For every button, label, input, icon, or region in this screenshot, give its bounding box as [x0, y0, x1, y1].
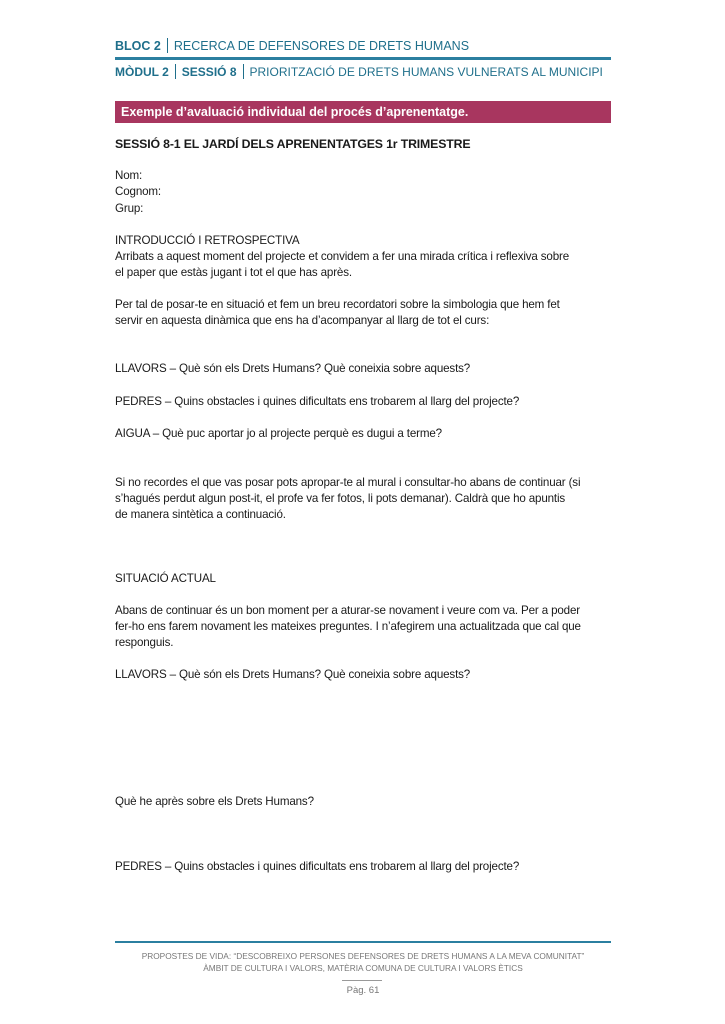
header-rule [115, 57, 611, 60]
page-number-rule [342, 980, 382, 981]
text-line: responguis. [115, 636, 174, 649]
text-line: Si no recordes el que vas posar pots apropar-te al mural i consultar-ho abans de continuar (si [115, 476, 581, 489]
sessio-label: SESSIÓ 8 [181, 65, 237, 79]
header-bloc [115, 38, 469, 54]
header-modul [115, 64, 603, 80]
text-line: AIGUA – Què puc aportar jo al projecte perquè es dugui a terme? [115, 427, 442, 440]
text-line: Cognom: [115, 185, 161, 198]
modul-label: MÒDUL 2 [115, 65, 169, 79]
divider [167, 38, 168, 53]
text-line: SITUACIÓ ACTUAL [115, 572, 216, 585]
divider [243, 64, 244, 79]
text-line: LLAVORS – Què són els Drets Humans? Què coneixia sobre aquests? [115, 362, 471, 375]
bloc-title: RECERCA DE DEFENSORES DE DRETS HUMANS [173, 39, 470, 53]
text-line: servir en aquesta dinàmica que ens ha d’acompanyar al llarg de tot el curs: [115, 314, 490, 327]
text-line: fer-ho ens farem novament les mateixes preguntes. I n’afegirem una actualitzada que cal que [115, 620, 581, 633]
text-line: s’hagués perdut algun post-it, el profe va fer fotos, li pots demanar). Caldrà que ho apuntis [115, 492, 566, 505]
footer-line2: ÀMBIT DE CULTURA I VALORS, MATÈRIA COMUNA DE CULTURA I VALORS ÈTICS [203, 963, 523, 973]
text-line: el paper que estàs jugant i tot el que has après. [115, 266, 352, 279]
text-line: Què he après sobre els Drets Humans? [115, 795, 314, 808]
text-line: Arribats a aquest moment del projecte et convidem a fer una mirada crítica i reflexiva sobre [115, 250, 570, 263]
text-line: LLAVORS – Què són els Drets Humans? Què coneixia sobre aquests? [115, 668, 471, 681]
sessio-title: PRIORITZACIÓ DE DRETS HUMANS VULNERATS AL MUNICIPI [249, 65, 603, 79]
text-line: INTRODUCCIÓ I RETROSPECTIVA [115, 234, 300, 247]
text-line: Nom: [115, 169, 143, 182]
text-line: PEDRES – Quins obstacles i quines dificultats ens trobarem al llarg del projecte? [115, 860, 520, 873]
text-line: Per tal de posar-te en situació et fem un breu recordatori sobre la simbologia que hem fet [115, 298, 560, 311]
text-line: Abans de continuar és un bon moment per a aturar-se novament i veure com va. Per a poder [115, 604, 580, 617]
divider [175, 64, 176, 79]
footer-rule [115, 941, 611, 943]
page-title: SESSIÓ 8-1 EL JARDÍ DELS APRENENTATGES 1r TRIMESTRE [115, 137, 471, 151]
footer-line1: PROPOSTES DE VIDA: “DESCOBREIXO PERSONES DEFENSORES DE DRETS HUMANS A LA MEVA COMUNITAT” [141, 951, 585, 961]
text-line: Grup: [115, 202, 144, 215]
section-banner: Exemple d’avaluació individual del procés d’aprenentatge. [115, 101, 611, 123]
text-line: de manera sintètica a continuació. [115, 508, 286, 521]
text-line: PEDRES – Quins obstacles i quines dificultats ens trobarem al llarg del projecte? [115, 395, 520, 408]
page-number: Pàg. 61 [346, 985, 380, 996]
bloc-label: BLOC 2 [115, 39, 161, 53]
